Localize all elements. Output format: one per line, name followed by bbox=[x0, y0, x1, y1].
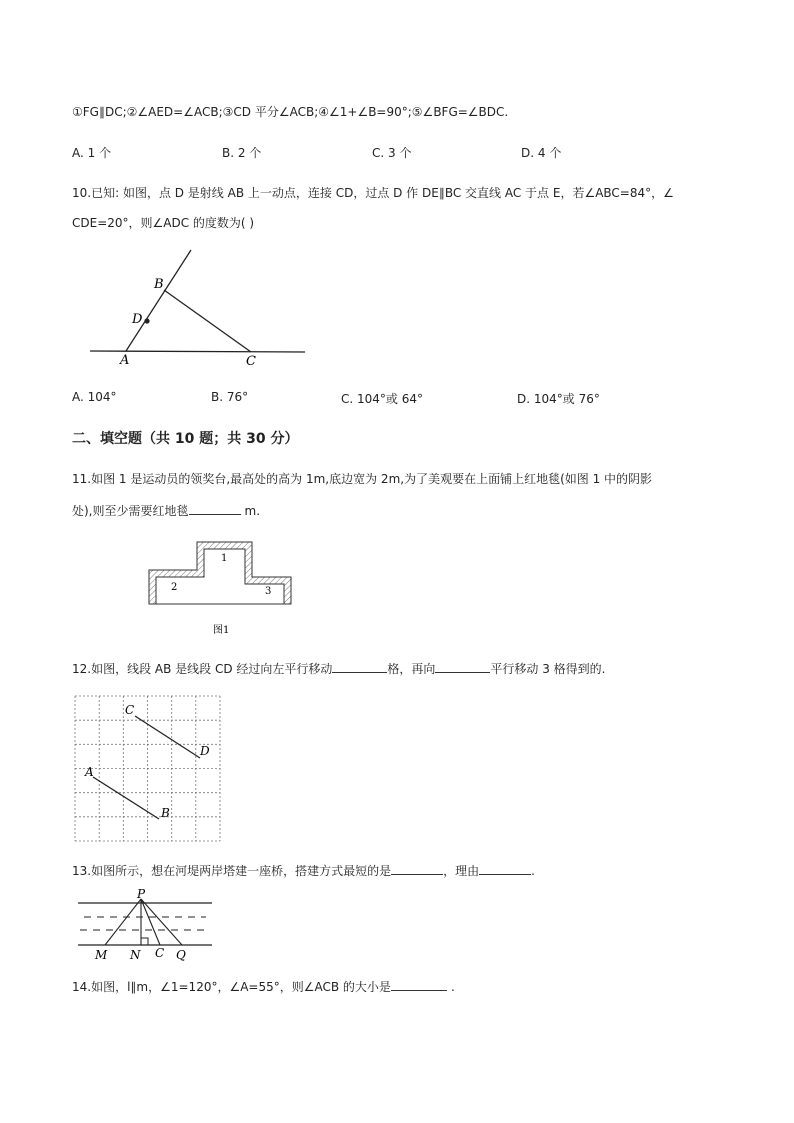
q13-label-n: N bbox=[130, 948, 141, 962]
q11-label-3: 3 bbox=[265, 586, 272, 597]
q13-label-q: Q bbox=[176, 948, 186, 962]
q10-segment-bc bbox=[164, 290, 251, 352]
q13-answer-blank-1[interactable] bbox=[391, 862, 443, 875]
q11-podium-figure bbox=[145, 538, 295, 640]
q14-text-a: 14.如图，l∥m，∠1=120°，∠A=55°，则∠ACB 的大小是 bbox=[72, 980, 391, 994]
q11-label-2: 2 bbox=[171, 582, 178, 593]
q10-label-c: C bbox=[246, 354, 256, 369]
q9-option-d: D. 4 个 bbox=[521, 146, 562, 160]
q12-label-d: D bbox=[200, 744, 210, 758]
q13-river-figure bbox=[78, 888, 214, 964]
q13-text-b: ，理由 bbox=[443, 864, 480, 878]
q10-line-ac bbox=[90, 351, 305, 352]
q13-text bbox=[72, 862, 535, 879]
q10-text-line1: 10.已知: 如图，点 D 是射线 AB 上一动点，连接 CD，过点 D 作 DE∥BC 交直线 AC 于点 E，若∠ABC=84°，∠ bbox=[72, 186, 674, 200]
q12-answer-blank-1[interactable] bbox=[332, 660, 387, 673]
q13-bridge-pm bbox=[105, 899, 141, 945]
q12-answer-blank-2[interactable] bbox=[435, 660, 490, 673]
q13-label-c: C bbox=[155, 946, 165, 960]
q12-text bbox=[72, 660, 606, 677]
q12-grid-figure bbox=[75, 696, 221, 842]
q12-segment-cd bbox=[135, 716, 200, 758]
q12-label-c: C bbox=[125, 703, 135, 717]
q14-text bbox=[72, 978, 455, 995]
q12-label-a: A bbox=[85, 765, 94, 779]
q11-text-post: m. bbox=[244, 504, 261, 518]
q12-text-c: 平行移动 3 格得到的. bbox=[490, 662, 606, 676]
q13-label-m: M bbox=[95, 948, 108, 962]
q13-label-p: P bbox=[137, 887, 146, 901]
q12-text-a: 12.如图，线段 AB 是线段 CD 经过向左平行移动 bbox=[72, 662, 333, 676]
q12-text-b: 格，再向 bbox=[387, 662, 436, 676]
q10-point-d bbox=[144, 318, 149, 323]
q12-label-b: B bbox=[161, 806, 170, 820]
q11-text-pre: 处),则至少需要红地毯 bbox=[72, 504, 189, 518]
q10-label-b: B bbox=[154, 277, 164, 292]
q9-option-b: B. 2 个 bbox=[222, 146, 262, 160]
q10-figure bbox=[85, 248, 310, 370]
q10-label-a: A bbox=[120, 353, 130, 368]
q13-right-angle-mark bbox=[141, 938, 148, 945]
q11-text-line2 bbox=[72, 502, 260, 519]
q14-answer-blank[interactable] bbox=[391, 978, 447, 991]
q11-label-1: 1 bbox=[221, 553, 228, 564]
q13-answer-blank-2[interactable] bbox=[479, 862, 531, 875]
q10-text-line2: CDE=20°，则∠ADC 的度数为( ) bbox=[72, 216, 255, 230]
q10-option-d: D. 104°或 76° bbox=[517, 392, 600, 406]
q12-segment-ab bbox=[93, 777, 159, 819]
q10-label-d: D bbox=[132, 312, 143, 327]
q11-answer-blank[interactable] bbox=[189, 502, 241, 515]
q13-text-c: . bbox=[531, 864, 535, 878]
section-heading: 二、填空题（共 10 题；共 30 分） bbox=[72, 431, 299, 447]
q10-ray-ab bbox=[126, 250, 191, 351]
q9-option-a: A. 1 个 bbox=[72, 146, 112, 160]
q10-option-c: C. 104°或 64° bbox=[341, 392, 423, 406]
q10-option-b: B. 76° bbox=[211, 390, 249, 404]
q13-text-a: 13.如图所示，想在河堤两岸塔建一座桥，搭建方式最短的是 bbox=[72, 864, 392, 878]
q11-text-line1: 11.如图 1 是运动员的领奖台,最高处的高为 1m,底边宽为 2m,为了美观要在上面铺上红地毯(如图 1 中的阴影 bbox=[72, 472, 653, 486]
q9-statements: ①FG∥DC;②∠AED=∠ACB;③CD 平分∠ACB;④∠1+∠B=90°;⑤∠BFG=∠BDC. bbox=[72, 105, 509, 119]
q14-text-b: . bbox=[450, 980, 455, 994]
q10-option-a: A. 104° bbox=[72, 390, 117, 404]
q11-figure-caption: 图1 bbox=[213, 625, 230, 636]
q9-option-c: C. 3 个 bbox=[372, 146, 412, 160]
